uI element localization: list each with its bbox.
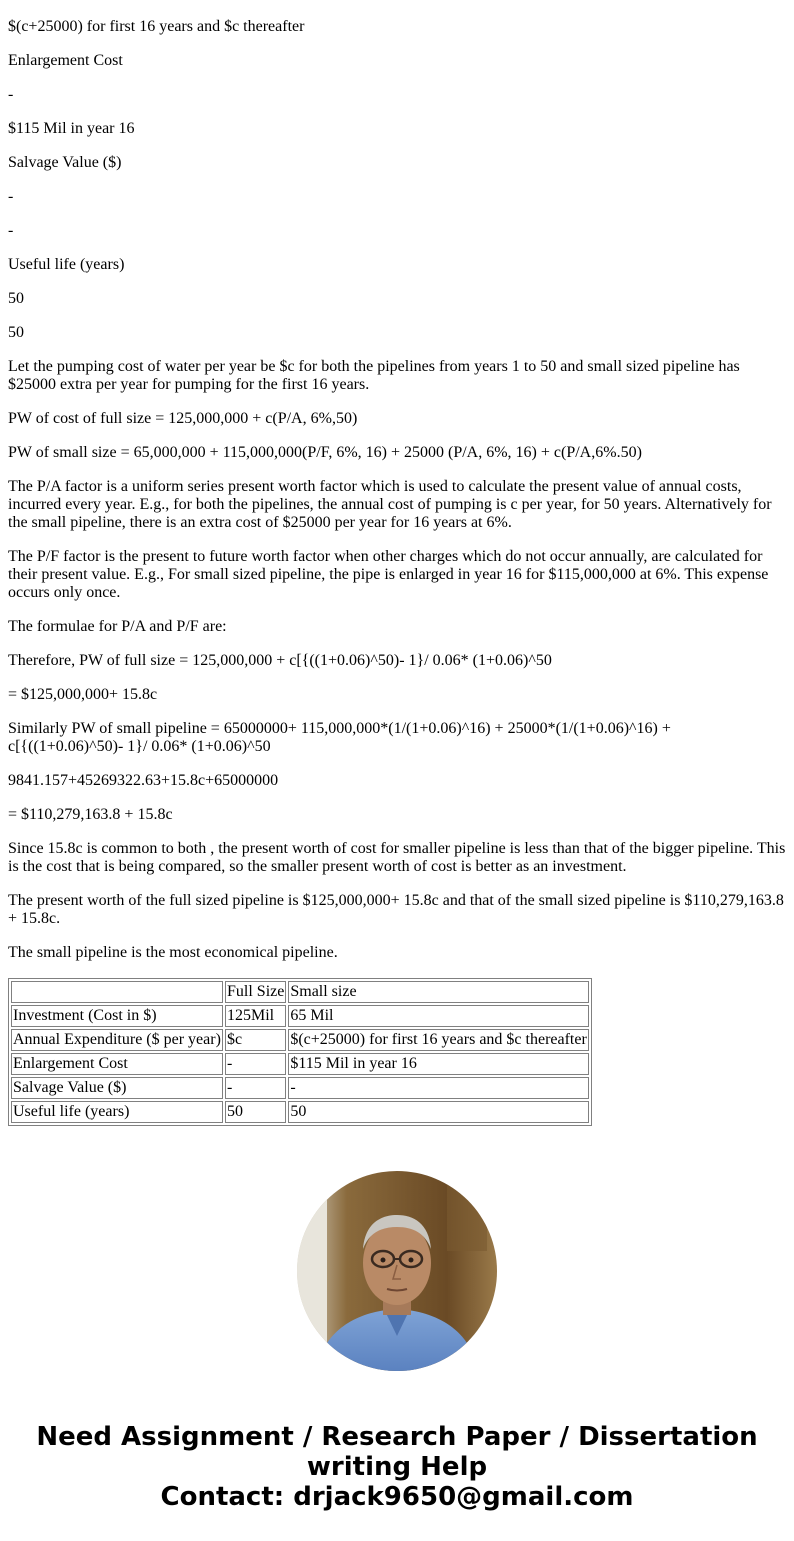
table-cell: - [225,1077,286,1099]
table-cell: Full Size [225,981,286,1003]
table-cell: Small size [288,981,588,1003]
paragraph: 50 [8,324,24,341]
table-cell: $115 Mil in year 16 [288,1053,588,1075]
paragraph: The P/F factor is the present to future worth factor when other charges which do not occur annually, are calculated for their present value. E.g., For small sized pipeline, the pipe is enlarged in year 16 for $115,000,000 at 6%. This expense occurs only once. [8,548,769,601]
table-header-row [11,981,589,1003]
paragraph: Similarly PW of small pipeline = 65000000+ 115,000,000*(1/(1+0.06)^16) + 25000*(1/(1+0.06)^16) + c[{((1+0.06)^50)- 1}/ 0.06* (1+0.06)^50 [8,720,671,755]
table-row [11,1053,589,1075]
paragraph: PW of cost of full size = 125,000,000 + c(P/A, 6%,50) [8,410,358,427]
document-body [0,18,794,1126]
table-cell: 125Mil [225,1005,286,1027]
promo-banner [0,1422,794,1512]
table-cell: Useful life (years) [11,1101,223,1123]
paragraph: - [8,222,14,239]
table-cell: 50 [288,1101,588,1123]
paragraph: 9841.157+45269322.63+15.8c+65000000 [8,772,279,789]
paragraph: The P/A factor is a uniform series present worth factor which is used to calculate the present value of annual costs, incurred every year. E.g., for both the pipelines, the annual cost of pumping is c per year, for 50 years. Alternatively for the small pipeline, there is an extra cost of $25000 per year for 16 years at 6%. [8,478,772,531]
table-cell: Annual Expenditure ($ per year) [11,1029,223,1051]
paragraph: Since 15.8c is common to both , the present worth of cost for smaller pipeline is less than that of the bigger pipeline. This is the cost that is being compared, so the smaller present worth of cost is better as an investment. [8,840,786,875]
paragraph: Therefore, PW of full size = 125,000,000 + c[{((1+0.06)^50)- 1}/ 0.06* (1+0.06)^50 [8,652,552,669]
paragraph: The formulae for P/A and P/F are: [8,618,227,635]
paragraph: Let the pumping cost of water per year be $c for both the pipelines from years 1 to 50 and small sized pipeline has $25000 extra per year for pumping for the first 16 years. [8,358,740,393]
paragraph: The small pipeline is the most economical pipeline. [8,944,338,961]
table-row [11,1101,589,1123]
table-cell: $c [225,1029,286,1051]
table-row [11,1005,589,1027]
table-cell: 65 Mil [288,1005,588,1027]
table-cell: - [288,1077,588,1099]
promo-line: writing Help [306,1452,488,1482]
table-cell: 50 [225,1101,286,1123]
paragraph: Salvage Value ($) [8,154,122,171]
table-cell [11,981,223,1003]
comparison-table [8,978,592,1126]
table-cell: Investment (Cost in $) [11,1005,223,1027]
paragraph: PW of small size = 65,000,000 + 115,000,000(P/F, 6%, 16) + 25000 (P/A, 6%, 16) + c(P/A,6%.50) [8,444,642,461]
paragraph: $(c+25000) for first 16 years and $c thereafter [8,18,305,35]
person-photo-icon [297,1171,497,1371]
avatar [297,1171,497,1371]
paragraph: = $125,000,000+ 15.8c [8,686,158,703]
table-cell: Salvage Value ($) [11,1077,223,1099]
table-cell: - [225,1053,286,1075]
paragraph: - [8,188,14,205]
paragraph: Enlargement Cost [8,52,123,69]
paragraph: Useful life (years) [8,256,125,273]
promo-contact: Contact: drjack9650@gmail.com [160,1482,634,1512]
paragraph: - [8,86,14,103]
paragraph: $115 Mil in year 16 [8,120,135,137]
table-row [11,1029,589,1051]
promo-line: Need Assignment / Research Paper / Dissertation [36,1422,758,1452]
table-cell: Enlargement Cost [11,1053,223,1075]
paragraph: The present worth of the full sized pipeline is $125,000,000+ 15.8c and that of the small sized pipeline is $110,279,163.8 + 15.8c. [8,892,784,927]
table-row [11,1077,589,1099]
paragraph: 50 [8,290,24,307]
paragraph: = $110,279,163.8 + 15.8c [8,806,173,823]
table-cell: $(c+25000) for first 16 years and $c thereafter [288,1029,588,1051]
